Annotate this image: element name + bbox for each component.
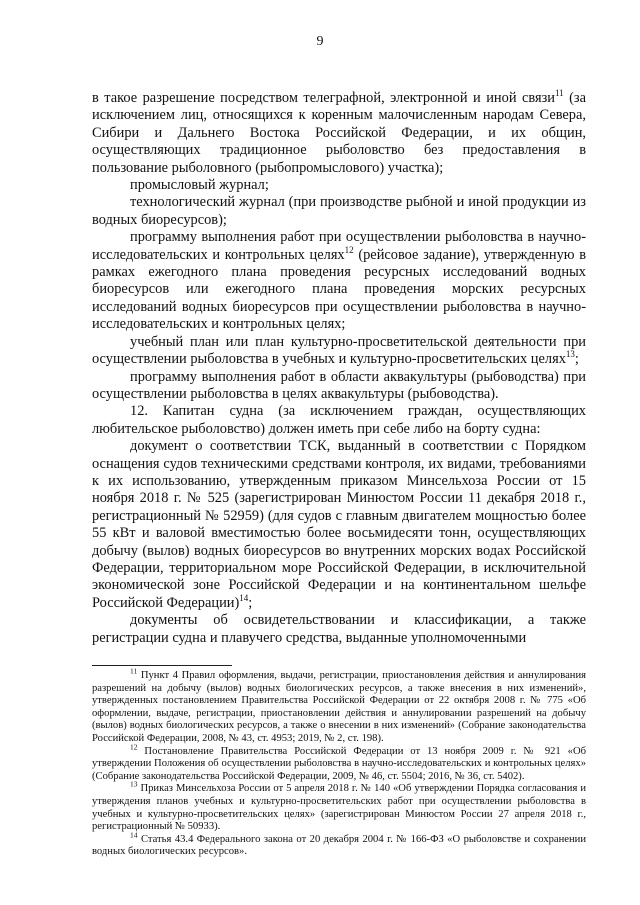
paragraph-text: программу выполнения работ при осуществлении рыболовства в научно-исследовательских и контрольных целях (92, 229, 586, 263)
paragraph-text-continued: ; (248, 594, 253, 611)
footnote-ref-14: 14 (239, 592, 249, 603)
paragraph-text-continued: (рейсовое задание), утвержденную в рамках ежегодного плана проведения ресурсных исследований водных биоресурсов или ежегодного плана проведения морских ресурсных исследований водных биоресурсов при осуществлении рыболовства в научно-исследовательских и контрольных целях; (92, 246, 586, 333)
footnote-item (92, 666, 586, 746)
footnote-number: 14 (130, 830, 138, 840)
paragraph-captain-obligations: 12. Капитан судна (за исключением граждан, осуществляющих любительское рыболовство) должен иметь при себе либо на борту судна: (92, 403, 586, 437)
paragraph-aquaculture-program: программу выполнения работ в области аквакультуры (рыбоводства) при осуществлении рыболовства в целях аквакультуры (рыбоводства). (92, 368, 586, 402)
paragraph-text-continued: ; (574, 351, 579, 368)
page-number: 9 (316, 34, 324, 49)
footnote-ref-11: 11 (555, 88, 564, 99)
footnote-number: 13 (130, 779, 138, 789)
paragraph-text-continued: (за исключением лиц, относящихся к коренным малочисленным народам Севера, Сибири и Дальнего Востока Российской Федерации, и их общин, осуществляющих традиционное рыболовство без предоставления в пользование рыболовного (рыбопромыслового) участка); (92, 90, 587, 176)
footnote-text: Постановление Правительства Российской Федерации от 13 ноября 2009 г. № 921 «Об утверждении Положения об осуществлении рыболовства в научно-исследовательских и контрольных целях» (Собрание законодательства Российской Федерации, 2009, № 46, ст. 5504; 2016, № 36, ст. 5402). (92, 745, 586, 782)
footnote-item (92, 779, 586, 833)
paragraph-permit-transmission (92, 90, 586, 177)
paragraph-text: документ о соответствии ТСК, выданный в соответствии с Порядком оснащения судов техническими средствами контроля, их видами, требованиями к их использованию, утвержденным приказом Минсельхоза России от 15 ноября 2018 г. № 525 (зарегистрирован Минюстом России 11 декабря 2018 г., регистрационный № 52959) (для судов с главным двигателем мощностью более 55 кВт и валовой вместимостью более восьмидесяти тонн, осуществляющих добычу (вылов) водных биоресурсов во внутренних морских водах Российской Федерации, территориальном море Российской Федерации, в исключительной экономической зоне Российской Федерации и на континентальном шельфе Российской Федерации) (92, 438, 586, 611)
paragraph-survey-documents: документы об освидетельствовании и классификации, а также регистрации судна и плавучего средства, выданные уполномоченными (92, 612, 586, 646)
footnote-separator (92, 665, 232, 666)
footnote-text: Статья 43.4 Федерального закона от 20 декабря 2004 г. № 166-ФЗ «О рыболовстве и сохранении водных биологических ресурсов». (92, 833, 586, 858)
paragraph-text: учебный план или план культурно-просветительской деятельности при осуществлении рыболовства в учебных и культурно-просветительских целях (92, 333, 586, 368)
footnote-item (92, 830, 586, 859)
footnote-text: Пункт 4 Правил оформления, выдачи, регистрации, приостановления действия и аннулирования разрешений на добычу (вылов) водных биологических ресурсов, а также внесения в них изменений», утвержденных постановлением Правительства Российской Федерации от 22 октября 2008 г. № 775 «Об оформлении, выдаче, регистрации, приостановлении действия и аннулировании разрешений на добычу (вылов) водных биологических ресурсов, а также о внесении в них изменений» (Собрание законодательства Российской Федерации, 2008, № 43, ст. 4953; 2019, № 2, ст. 198). (92, 670, 586, 744)
footnote-number: 11 (130, 666, 138, 676)
paragraph-educational-plan (92, 334, 586, 369)
footnote-ref-12: 12 (344, 244, 354, 255)
paragraph-technological-log: технологический журнал (при производстве рыбной и иной продукции из водных биоресурсов); (92, 194, 586, 228)
body-text (92, 90, 586, 647)
paragraph-research-program (92, 229, 586, 333)
paragraph-tsk-document (92, 438, 586, 612)
paragraph-text: в такое разрешение посредством телеграфной, электронной и иной связи (92, 90, 555, 106)
footnote-text: Приказ Минсельхоза России от 5 апреля 2018 г. № 140 «Об утверждении Порядка согласования и утверждения планов учебных и культурно-просветительских работ при осуществлении рыболовства в учебных и культурно-просветительских целях» (зарегистрирован Минюстом России 27 апреля 2018 г., регистрационный № 50933). (92, 783, 586, 833)
footnote-item (92, 742, 586, 784)
footnotes (92, 666, 586, 859)
footnote-ref-13: 13 (565, 349, 575, 360)
footnote-number: 12 (130, 742, 138, 752)
paragraph-fishing-log: промысловый журнал; (130, 177, 269, 194)
